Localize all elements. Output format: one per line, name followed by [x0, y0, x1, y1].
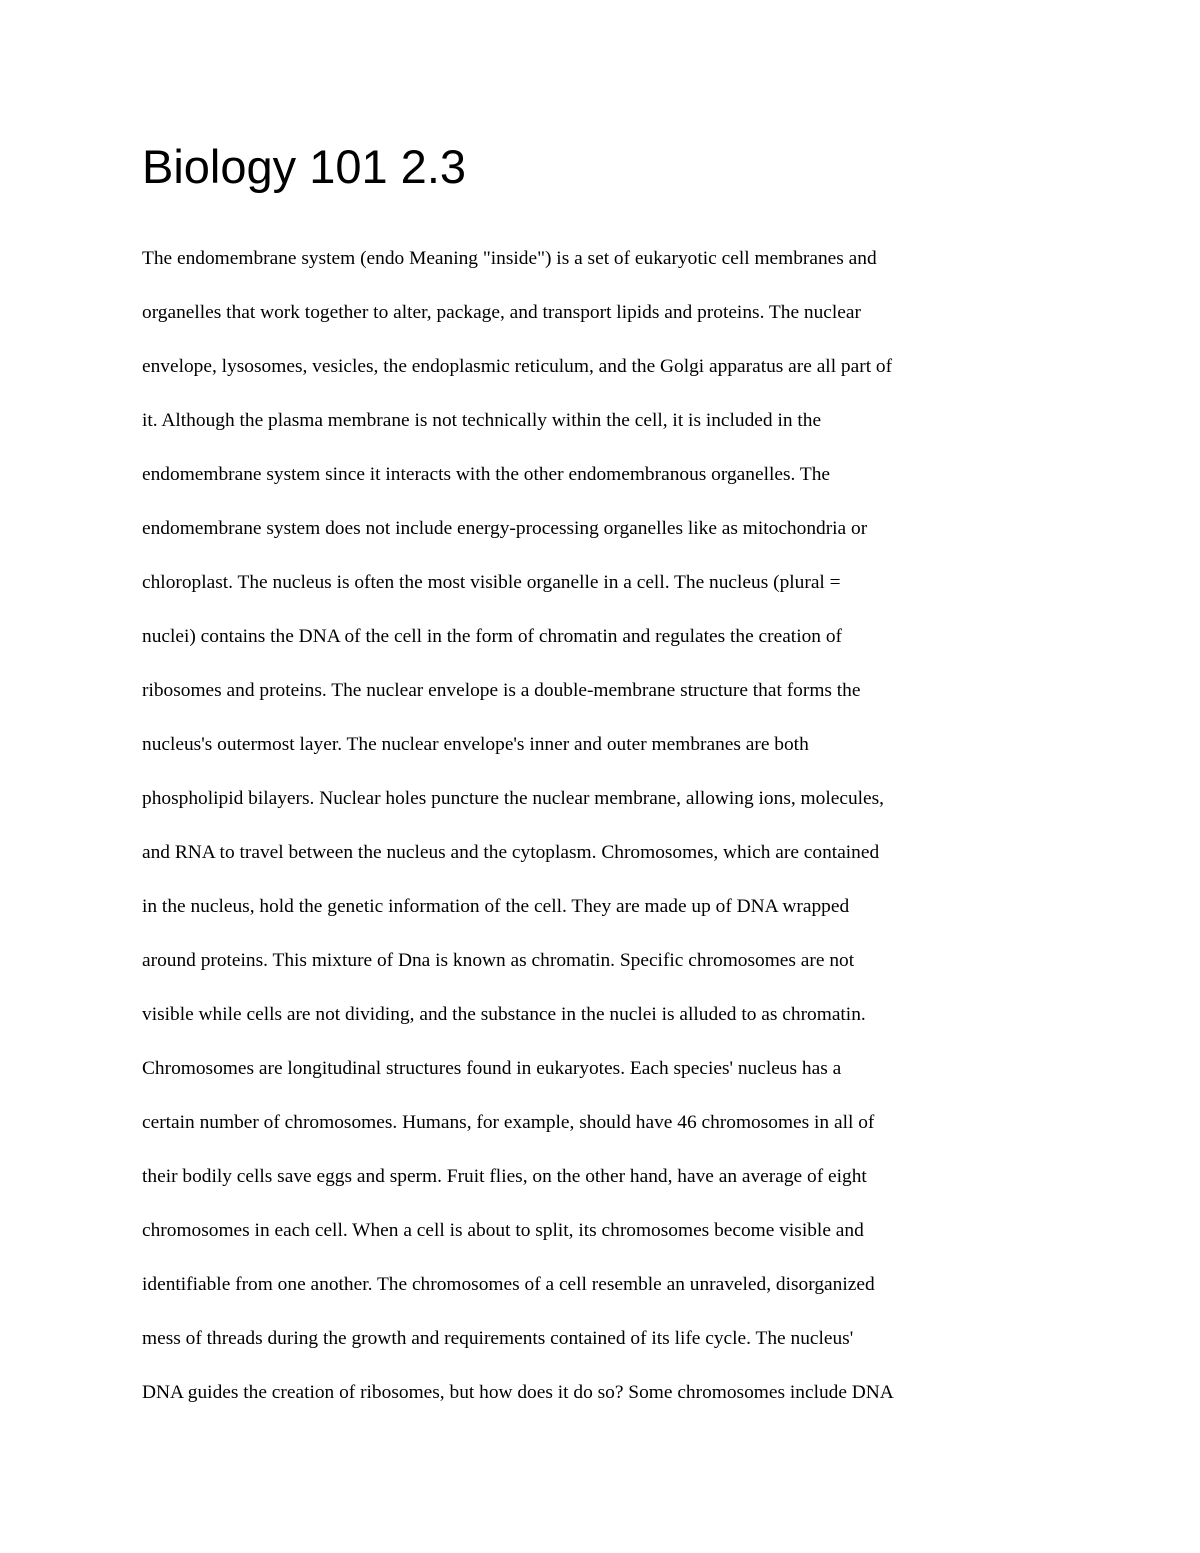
document-body [142, 240, 1142, 1428]
body-line: visible while cells are not dividing, and the substance in the nuclei is alluded to as chromatin. [142, 1004, 866, 1025]
body-line: phospholipid bilayers. Nuclear holes puncture the nuclear membrane, allowing ions, molecules, [142, 788, 885, 809]
body-line: around proteins. This mixture of Dna is known as chromatin. Specific chromosomes are not [142, 950, 855, 971]
body-line: identifiable from one another. The chromosomes of a cell resemble an unraveled, disorganized [142, 1274, 875, 1295]
body-line: Chromosomes are longitudinal structures found in eukaryotes. Each species' nucleus has a [142, 1058, 842, 1079]
document-title: Biology 101 2.3 [142, 140, 467, 193]
body-line: their bodily cells save eggs and sperm. Fruit flies, on the other hand, have an average of eight [142, 1166, 867, 1187]
body-line: nuclei) contains the DNA of the cell in the form of chromatin and regulates the creation of [142, 626, 842, 647]
body-line: The endomembrane system (endo Meaning "inside") is a set of eukaryotic cell membranes and [142, 248, 877, 269]
body-line: endomembrane system does not include energy-processing organelles like as mitochondria or [142, 518, 868, 539]
body-line: mess of threads during the growth and requirements contained of its life cycle. The nucleus' [142, 1328, 854, 1349]
body-line: organelles that work together to alter, package, and transport lipids and proteins. The nuclear [142, 302, 861, 323]
body-line: it. Although the plasma membrane is not technically within the cell, it is included in the [142, 410, 822, 431]
body-line: and RNA to travel between the nucleus and the cytoplasm. Chromosomes, which are contained [142, 842, 880, 863]
body-line: ribosomes and proteins. The nuclear envelope is a double-membrane structure that forms the [142, 680, 861, 701]
body-line: DNA guides the creation of ribosomes, but how does it do so? Some chromosomes include DNA [142, 1382, 894, 1403]
body-line: chromosomes in each cell. When a cell is about to split, its chromosomes become visible and [142, 1220, 864, 1241]
body-line: chloroplast. The nucleus is often the most visible organelle in a cell. The nucleus (plural = [142, 572, 841, 593]
body-line: endomembrane system since it interacts with the other endomembranous organelles. The [142, 464, 830, 485]
body-line: nucleus's outermost layer. The nuclear envelope's inner and outer membranes are both [142, 734, 809, 755]
body-line: envelope, lysosomes, vesicles, the endoplasmic reticulum, and the Golgi apparatus are all part of [142, 356, 893, 377]
body-line: certain number of chromosomes. Humans, for example, should have 46 chromosomes in all of [142, 1112, 875, 1133]
body-line: in the nucleus, hold the genetic information of the cell. They are made up of DNA wrapped [142, 896, 850, 917]
